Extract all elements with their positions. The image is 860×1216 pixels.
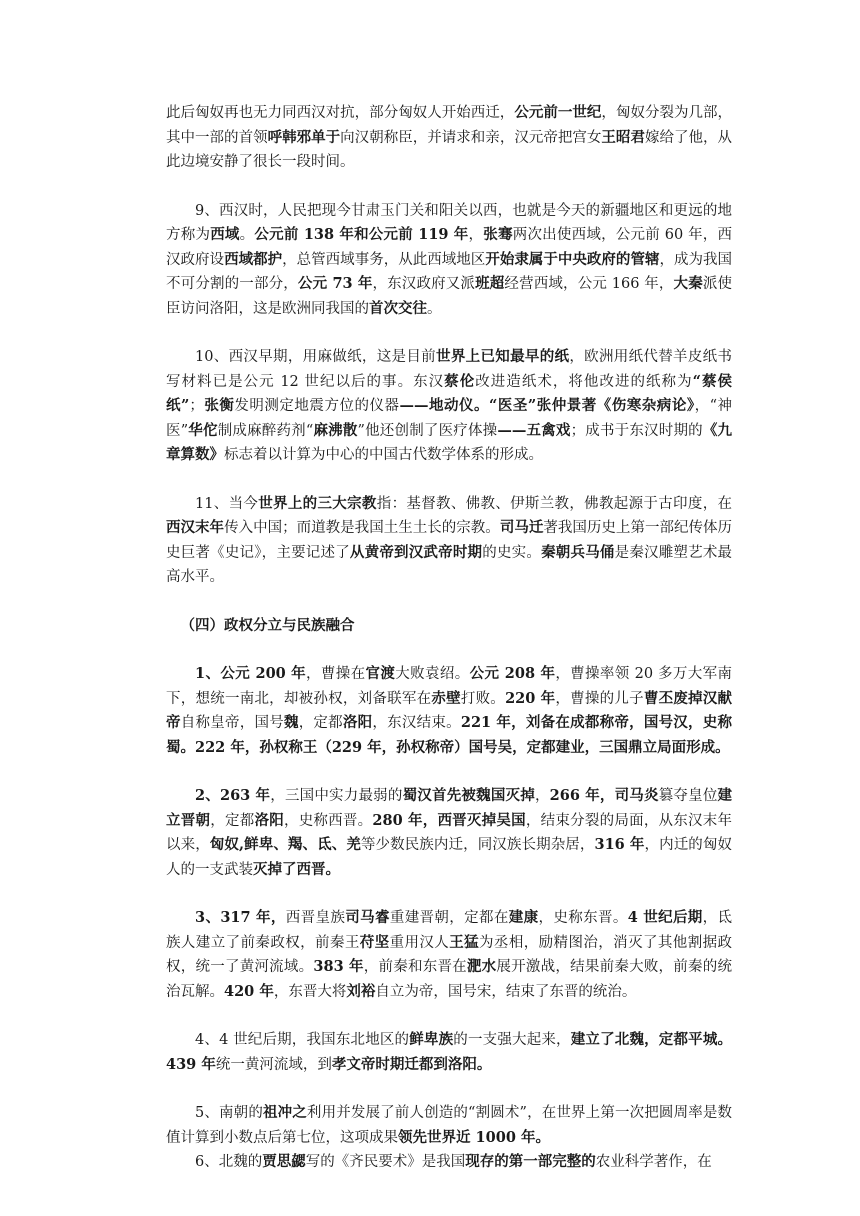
para-4-northern-wei (166, 1028, 732, 1077)
text-run: ；成书于东汉时期的 (570, 422, 703, 439)
text-run: 传入中国；而道教是我国土生土长的宗教。 (224, 520, 500, 536)
text-run: 标志着以计算为中心的中国古代数学体系的形成。 (224, 447, 543, 463)
text-run: 嫁给了他，从此边境安静了很长一段时间。 (166, 129, 733, 170)
bold-text-run: 公元 208 年 (469, 665, 556, 682)
text-run: ，东汉结束。 (372, 715, 461, 731)
text-run: 。 (427, 300, 442, 317)
text-run: ，前秦和东晋在 (363, 959, 467, 975)
bold-text-run: 世界上的三大宗教 (258, 494, 377, 512)
text-run: 11、当今 (195, 495, 259, 512)
bold-text-run: 建立了北魏，定都平城。439 年 (166, 1031, 733, 1073)
bold-text-run: 王昭君 (601, 128, 645, 146)
text-run: 自立为帝，国号宋，结束了东晋的统治。 (375, 983, 637, 1000)
bold-text-run: “蔡侯纸” (166, 372, 733, 414)
text-run: 向汉朝称臣，并请求和亲，汉元帝把宫女 (340, 129, 602, 146)
text-run: 6、北魏的 (195, 1154, 263, 1170)
bold-text-run: 魏 (283, 714, 299, 731)
bold-text-run: 洛阳 (342, 714, 373, 731)
section-heading-4 (166, 614, 732, 639)
text-run: ，曹操率领 20 多万大军南下，想统一南北，却被孙权，刘备联军在 (166, 666, 733, 707)
text-run: 制成麻醉药剂“ (217, 422, 314, 439)
text-run: 。 (239, 227, 255, 243)
bold-text-run: ——地动仪。“医圣” (399, 397, 537, 414)
bold-text-run: 洛阳 (254, 811, 284, 829)
bold-text-run: 从黄帝到汉武帝时期 (349, 543, 483, 561)
para-11-religions (166, 492, 732, 590)
text-run: 打败。 (460, 690, 506, 707)
text-run: 10、西汉早期，用麻做纸，这是目前 (195, 349, 436, 365)
bold-text-run: 张衡 (203, 397, 235, 414)
text-run: ，内迁的匈奴人的一支武装 (166, 837, 732, 878)
para-9-western-regions (166, 199, 732, 322)
bold-text-run: 220 年 (505, 689, 556, 707)
para-3-eastern-jin (166, 906, 732, 1004)
text-run: ，“神医” (166, 398, 733, 439)
para-6-jia-sixie (166, 1150, 732, 1175)
bold-text-run: 赤壁 (431, 689, 461, 707)
text-run: 篡夺皇位 (658, 788, 718, 804)
para-2-western-jin (166, 784, 732, 882)
bold-text-run: 王猛 (449, 933, 480, 951)
text-run: ”他还创制了医疗体操 (357, 422, 498, 439)
bold-text-run: 大秦 (673, 275, 703, 292)
text-run: ，曹操在 (306, 666, 366, 682)
bold-text-run: 麻沸散 (313, 421, 358, 439)
text-run: 此后匈奴再也无力同西汉对抗，部分匈奴人开始西迁， (166, 105, 515, 121)
bold-text-run: 曹丕废掉汉献帝 (166, 689, 733, 731)
text-run: 指：基督教、佛教、伊斯兰教，佛教起源于古印度，在 (376, 495, 733, 512)
bold-text-run: 灭掉了西晋。 (253, 860, 340, 878)
text-run: 4、4 世纪后期，我国东北地区的 (195, 1032, 410, 1048)
bold-text-run: 淝水 (466, 958, 497, 975)
text-run: ， (468, 227, 484, 243)
text-run: 是秦汉雕塑艺术最高水平。 (166, 544, 733, 585)
para-5-zu-chongzhi (166, 1101, 732, 1150)
bold-text-run: 司马迁 (499, 519, 544, 536)
text-run: 的史实。 (482, 544, 542, 561)
bold-text-run: 蔡伦 (444, 372, 476, 390)
text-run: ，史称东晋。 (538, 910, 628, 926)
text-run: 写的《齐民要术》是我国 (305, 1154, 466, 1170)
bold-text-run: 公元 73 年 (297, 275, 373, 292)
bold-text-run: 266 年，司马炎 (549, 787, 659, 804)
bold-text-run: 贾思勰 (262, 1153, 306, 1170)
bold-text-run: 领先世界近 1000 年。 (398, 1128, 550, 1146)
bold-text-run: 221 年，刘备在成都称帝，国号汉，史称蜀。222 年，孙权称王（229 年，孙权称帝）国号吴，定都建业，三国鼎立局面形成。 (166, 714, 733, 756)
bold-text-run: 鲜卑族 (409, 1031, 454, 1048)
text-run: 发明测定地震方位的仪器 (234, 398, 400, 414)
para-1-three-kingdoms (166, 662, 732, 760)
text-run: 两次出使西域，公元前 60 年，西汉政府设 (166, 227, 733, 268)
text-run: 统一黄河流域，到 (215, 1056, 332, 1073)
bold-text-run: 官渡 (365, 665, 396, 682)
text-run: 农业科学著作，在 (595, 1154, 712, 1170)
text-run: 5、南朝的 (195, 1105, 263, 1121)
text-run: 展开激战，结果前秦大败，前秦的统治瓦解。 (166, 959, 733, 1000)
bold-text-run: 班超 (475, 275, 505, 292)
bold-text-run: 开始隶属于中央政府的管辖 (485, 250, 660, 268)
bold-text-run: 华佗 (188, 421, 218, 439)
bold-text-run: 西域都护 (224, 250, 283, 268)
bold-text-run: 世界上已知最早的纸 (436, 348, 570, 365)
text-run: ，成为我国不可分割的一部分， (166, 251, 733, 292)
bold-text-run: 4 世纪后期 (627, 909, 703, 926)
bold-text-run: 孝文帝时期迁都到洛阳。 (331, 1055, 492, 1073)
text-run: ，欧洲用纸代替羊皮纸书写材料已是公元 12 世纪以后的事。东汉 (166, 349, 732, 390)
text-run: ，三国中实力最弱的 (270, 788, 403, 804)
text-run: ， (534, 788, 550, 804)
text-run: 重建晋朝，定都在 (389, 910, 509, 926)
bold-text-run: 280 年，西晋灭掉吴国 (372, 811, 526, 829)
text-run: 改进造纸术，将他改进的纸称为 (475, 373, 693, 390)
bold-text-run: 2、263 年 (195, 787, 271, 804)
bold-text-run: 383 年 (313, 958, 364, 975)
text-run: 经营西域，公元 166 年， (504, 276, 674, 292)
bold-text-run: 1、公元 200 年 (195, 665, 307, 682)
text-run: ，总管西域事务，从此西域地区 (282, 251, 486, 268)
text-run: 大败袁绍。 (395, 666, 470, 682)
text-run: ，定都 (210, 812, 255, 829)
text-run: 等少数民族内迁，同汉族长期杂居， (360, 837, 595, 853)
bold-text-run: 张骞 (483, 226, 513, 243)
bold-text-run: 现存的第一部完整的 (465, 1153, 596, 1170)
text-run: ，曹操的儿子 (555, 690, 644, 707)
text-run: ，氐族人建立了前秦政权，前秦王 (166, 910, 733, 951)
text-run: ，东晋大将 (273, 983, 347, 1000)
text-run: 自称皇帝，国号 (180, 715, 284, 731)
text-run: 派使臣访问洛阳，这是欧洲同我国的 (166, 276, 733, 317)
text-run: 9、西汉时，人民把现今甘肃玉门关和阳关以西，也就是今天的新疆地区和更远的地方称为 (166, 202, 732, 243)
bold-text-run: 3、317 年， (195, 909, 286, 926)
bold-text-run: 公元前一世纪 (514, 104, 602, 121)
text-run: 重用汉人 (389, 934, 450, 951)
text-run: 著我国历史上第一部纪传体历史巨著《史记》，主要记述了 (166, 520, 733, 561)
bold-text-run: 420 年 (224, 982, 274, 1000)
bold-text-run: 祖冲之 (262, 1104, 307, 1121)
bold-text-run: 张仲景著《伤寒杂病论》 (536, 397, 695, 414)
bold-text-run: 《九章算数》 (166, 421, 733, 463)
text-run: ； (189, 398, 204, 414)
para-xiongnu (166, 101, 732, 175)
bold-text-run: 建康 (508, 909, 539, 926)
text-run: 西晋皇族 (285, 910, 346, 926)
bold-text-run: 司马睿 (345, 909, 390, 926)
bold-text-run: 苻坚 (359, 933, 390, 951)
bold-text-run: （四）政权分立与民族融合 (180, 616, 355, 634)
bold-text-run: 匈奴,鲜卑、羯、氐、羌 (209, 836, 361, 853)
document-body (166, 101, 732, 1175)
bold-text-run: 刘裕 (346, 982, 376, 1000)
bold-text-run: 呼韩邪单于 (267, 128, 341, 146)
text-run: 的一支强大起来， (453, 1032, 571, 1048)
text-run: ，东汉政府又派 (372, 276, 476, 292)
bold-text-run: 316 年 (594, 836, 645, 853)
bold-text-run: 建立晋朝 (166, 787, 733, 829)
text-run: 利用并发展了前人创造的“割圆术”，在世界上第一次把圆周率是数值计算到小数点后第七位，这项成果 (166, 1105, 733, 1146)
bold-text-run: 蜀汉首先被魏国灭掉 (402, 787, 535, 804)
text-run: 为丞相，励精图治，消灭了其他割据政权，统一了黄河流域。 (166, 934, 733, 975)
text-run: ，定都 (298, 715, 343, 731)
bold-text-run: 西域 (210, 226, 240, 243)
text-run: ，匈奴分裂为几部，其中一部的首领 (166, 105, 733, 146)
bold-text-run: 首次交往 (369, 299, 427, 317)
para-10-paper (166, 345, 732, 468)
bold-text-run: 秦朝兵马俑 (541, 543, 615, 561)
bold-text-run: 西汉末年 (166, 519, 225, 536)
bold-text-run: 公元前 138 年和公元前 119 年 (254, 226, 469, 243)
text-run: ，史称西晋。 (283, 812, 373, 829)
bold-text-run: ——五禽戏 (497, 421, 571, 439)
text-run: ，结束分裂的局面，从东汉末年以来， (166, 812, 733, 853)
